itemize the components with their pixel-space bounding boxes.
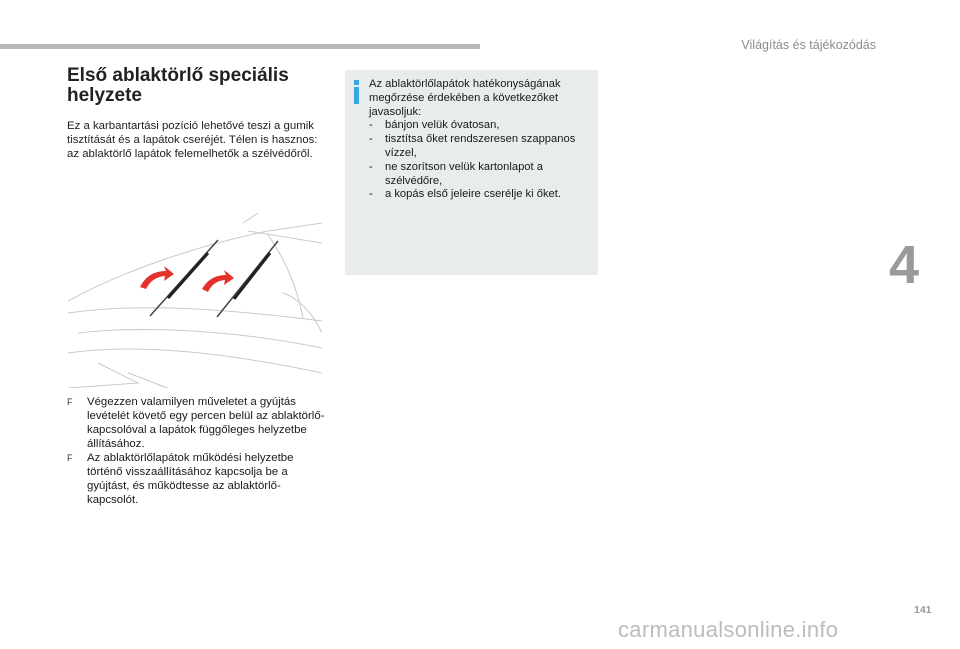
- header-rule: [0, 44, 480, 49]
- lift-arrow-left: [140, 266, 174, 289]
- lift-arrow-right: [202, 270, 234, 292]
- bonnet-line: [68, 308, 322, 321]
- note-item: - ne szorítson velük kartonlapot a szélvédőre,: [369, 160, 543, 187]
- section-title: Első ablaktörlő speciális helyzete: [67, 65, 289, 106]
- step-bullet: F: [67, 453, 73, 463]
- note-item: - bánjon velük óvatosan,: [369, 119, 500, 132]
- note-intro: Az ablaktörlőlapátok hatékonyságának megőrzése érdekében a következőket javasoljuk:: [369, 78, 561, 118]
- page-number: 141: [914, 604, 932, 616]
- step-text: Az ablaktörlőlapátok működési helyzetbe történő visszaállításához kapcsolja be a gyújtást, és működtesse az ablaktörlő-kapcsolót.: [87, 452, 294, 506]
- wiper-illustration: [68, 213, 322, 388]
- instruction-list: [67, 395, 329, 507]
- info-note-box: [345, 70, 598, 275]
- step-bullet: F: [67, 397, 73, 407]
- note-item: - a kopás első jeleire cserélje ki őket.: [369, 188, 561, 201]
- section-intro: Ez a karbantartási pozíció lehetővé teszi a gumik tisztítását és a lapátok cseréjét. Télen is hasznos: az ablaktörlő lapátok felemelhetők a szélvédőről.: [67, 120, 318, 160]
- wiper-blade-left: [168, 253, 208, 298]
- step-text: Végezzen valamilyen műveletet a gyújtás levételét követő egy percen belül az ablaktörlő-kapcsolóval a lapátok függőleges helyzetbe állításához.: [87, 396, 325, 450]
- instruction-step: [67, 451, 329, 507]
- wiper-blade-right: [234, 253, 270, 299]
- note-item: - tisztítsa őket rendszeresen szappanos vízzel,: [369, 133, 576, 159]
- watermark-text: carmanualsonline.info: [618, 617, 839, 642]
- instruction-step: [67, 395, 329, 451]
- chapter-number-tab: 4: [889, 235, 920, 295]
- chapter-title: Világítás és tájékozódás: [741, 38, 876, 52]
- info-icon: [353, 80, 360, 104]
